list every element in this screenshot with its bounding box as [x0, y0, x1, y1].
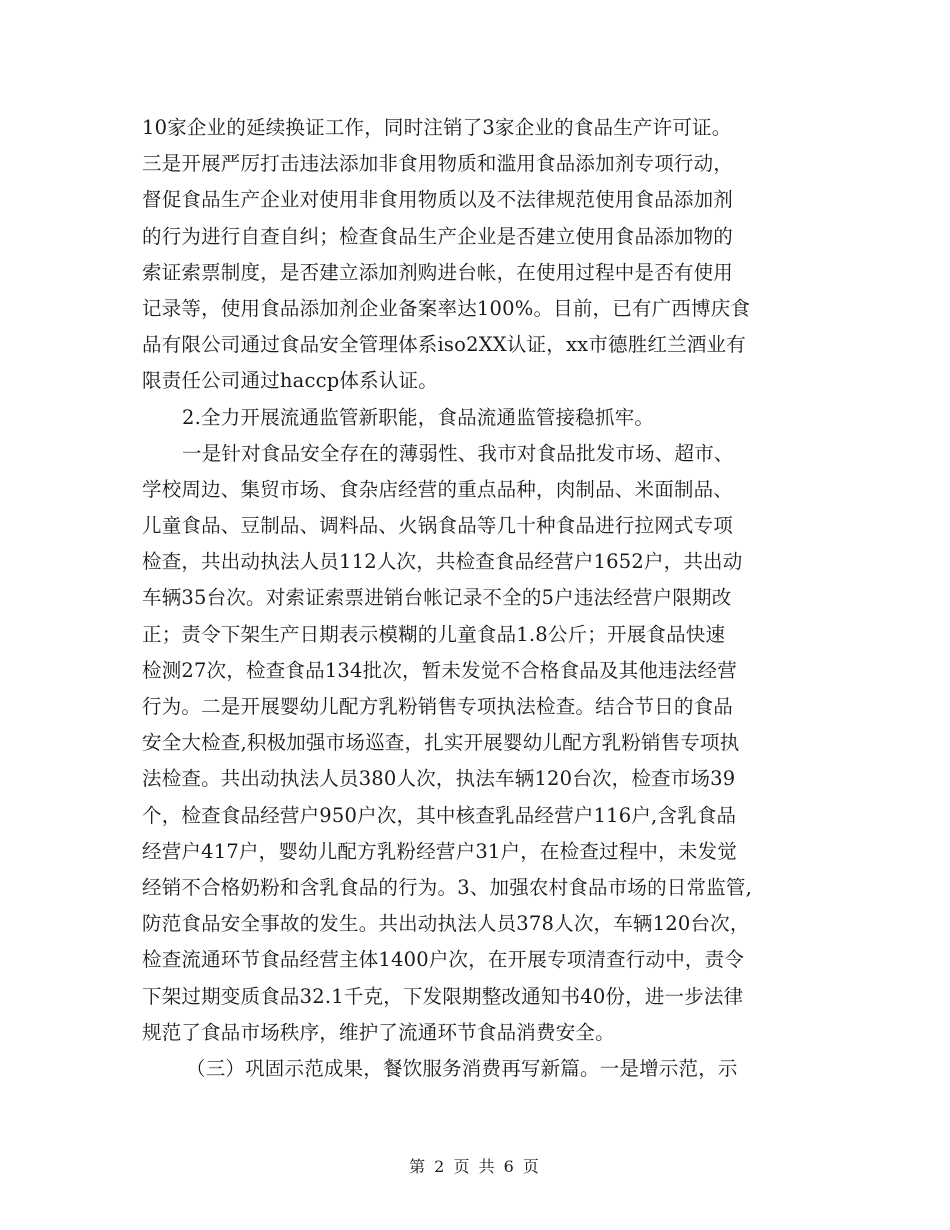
- section-heading: 2.全力开展流通监管新职能，食品流通监管接稳抓牢。: [182, 405, 655, 429]
- text-line: 检测27次，检查食品134批次，暂未发觉不合格食品及其他违法经营: [142, 658, 737, 682]
- text-line: 行为。二是开展婴幼儿配方乳粉销售专项执法检查。结合节日的食品: [142, 695, 734, 718]
- text-line: 一是针对食品安全存在的薄弱性、我市对食品批发市场、超市、: [182, 441, 734, 465]
- text-line: 品有限公司通过食品安全管理体系iso2XX认证，xx市德胜红兰酒业有: [142, 333, 746, 357]
- text-line: 限责任公司通过haccp体系认证。: [142, 369, 438, 393]
- section-heading: （三）巩固示范成果，餐饮服务消费再写新篇。一是增示范，示: [186, 1056, 738, 1080]
- text-line: 索证索票制度，是否建立添加剂购进台帐，在使用过程中是否有使用: [142, 260, 734, 284]
- text-line: 车辆35台次。对索证索票进销台帐记录不全的5户违法经营户限期改: [142, 586, 732, 610]
- body-text: [142, 110, 822, 1087]
- text-line: 记录等，使用食品添加剂企业备案率达100%。目前，已有广西博庆食: [142, 296, 751, 320]
- text-line: 下架过期变质食品32.1千克，下发限期整改通知书40份，进一步法律: [142, 984, 744, 1008]
- text-line: 检查流通环节食品经营主体1400户次，在开展专项清查行动中，责令: [142, 948, 745, 972]
- text-line: 正；责令下架生产日期表示模糊的儿童食品1.8公斤；开展食品快速: [142, 622, 726, 646]
- text-line: 的行为进行自查自纠；检查食品生产企业是否建立使用食品添加物的: [142, 224, 734, 248]
- page-footer: 第 2 页 共 6 页: [409, 1157, 541, 1176]
- text-line: 检查，共出动执法人员112人次，共检查食品经营户1652户，共出动: [142, 550, 743, 574]
- text-line: 学校周边、集贸市场、食杂店经营的重点品种，肉制品、米面制品、: [142, 477, 734, 501]
- text-line: 三是开展严厉打击违法添加非食用物质和滥用食品添加剂专项行动，: [142, 152, 734, 176]
- text-line: 防范食品安全事故的发生。共出动执法人员378人次，车辆120台次，: [142, 912, 750, 936]
- text-line: 安全大检查,积极加强市场巡查，扎实开展婴幼儿配方乳粉销售专项执: [142, 731, 740, 755]
- text-line: 督促食品生产企业对使用非食用物质以及不法律规范使用食品添加剂: [142, 188, 734, 212]
- text-line: 个，检查食品经营户950户次，其中核查乳品经营户116户,含乳食品: [142, 803, 737, 827]
- text-line: 规范了食品市场秩序，维护了流通环节食品消费安全。: [142, 1020, 615, 1044]
- text-line: 儿童食品、豆制品、调料品、火锅食品等几十种食品进行拉网式专项: [142, 514, 734, 538]
- text-line: 经营户417户，婴幼儿配方乳粉经营户31户，在检查过程中，未发觉: [142, 839, 737, 863]
- text-line: 10家企业的延续换证工作，同时注销了3家企业的食品生产许可证。: [142, 116, 732, 139]
- text-line: 法检查。共出动执法人员380人次，执法车辆120台次，检查市场39: [142, 767, 736, 791]
- text-line: 经销不合格奶粉和含乳食品的行为。3、加强农村食品市场的日常监管,: [142, 875, 753, 899]
